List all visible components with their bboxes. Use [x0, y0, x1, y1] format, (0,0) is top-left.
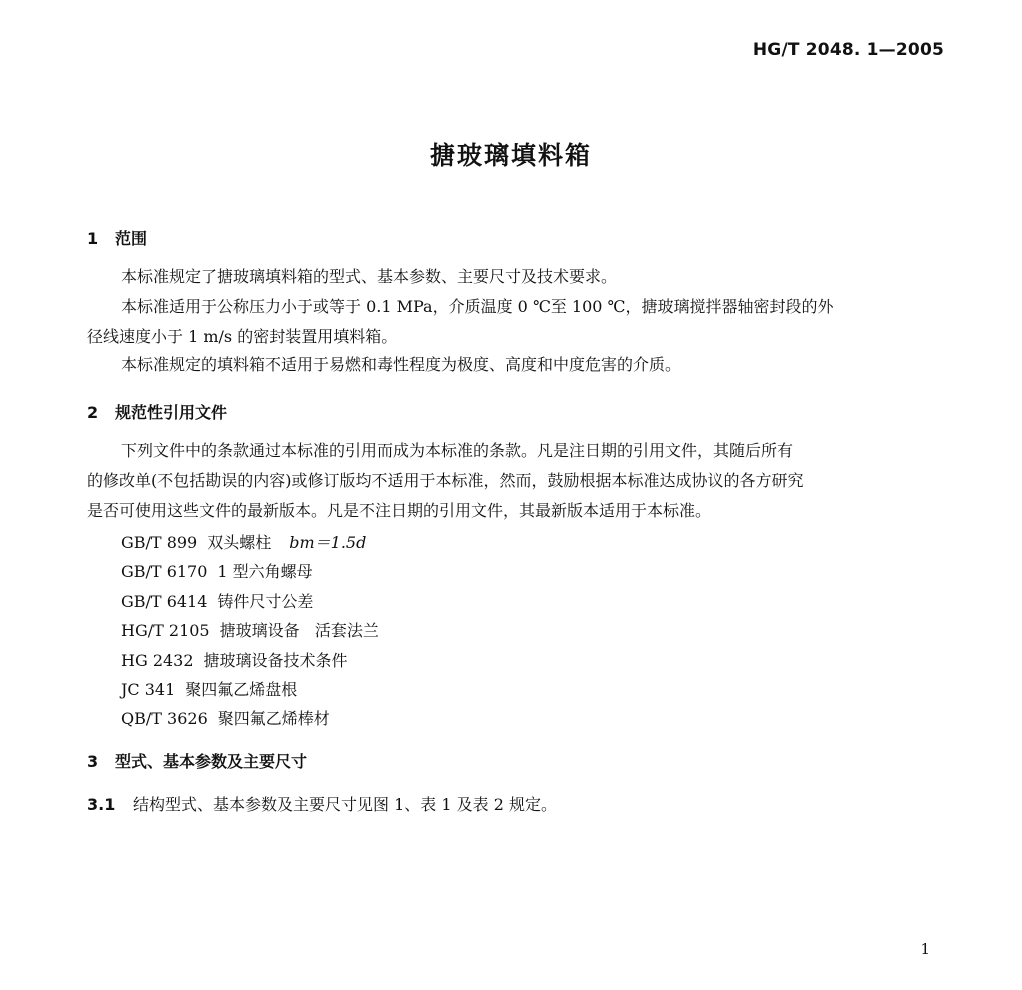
- section-heading-scope: [87, 226, 147, 249]
- reference-title: 搪玻璃设备 活套法兰: [219, 621, 379, 640]
- section-title: 规范性引用文件: [115, 403, 228, 422]
- reference-title: 铸件尺寸公差: [217, 592, 314, 611]
- reference-code: GB/T 6414: [121, 592, 208, 611]
- reference-code: GB/T 899: [121, 533, 198, 552]
- reference-item: [121, 530, 366, 553]
- section-number: 1: [87, 229, 99, 248]
- reference-code: HG 2432: [121, 651, 194, 670]
- paragraph-continuation: 径线速度小于 1 m/s 的密封装置用填料箱。: [87, 327, 398, 346]
- section-title: 型式、基本参数及主要尺寸: [115, 752, 308, 771]
- section-title: 范围: [115, 229, 148, 248]
- paragraph: 下列文件中的条款通过本标准的引用而成为本标准的条款。凡是注日期的引用文件，其随后所有: [121, 441, 794, 460]
- reference-item: [121, 618, 379, 641]
- paragraph: 本标准适用于公称压力小于或等于 0.1 MPa，介质温度 0 ℃至 100 ℃，搪玻璃搅拌器轴密封段的外: [121, 297, 834, 316]
- clause: [87, 792, 557, 815]
- reference-item: [121, 589, 313, 612]
- reference-code: HG/T 2105: [121, 621, 210, 640]
- section-heading-normative-references: [87, 400, 227, 423]
- paragraph-continuation: 是否可使用这些文件的最新版本。凡是不注日期的引用文件，其最新版本适用于本标准。: [87, 501, 712, 520]
- page-number: 1: [920, 940, 930, 958]
- section-number: 2: [87, 403, 99, 422]
- reference-title: 双头螺柱: [207, 533, 272, 552]
- clause-number: 3.1: [87, 795, 116, 814]
- reference-code: QB/T 3626: [121, 709, 208, 728]
- section-number: 3: [87, 752, 99, 771]
- reference-item: [121, 706, 330, 729]
- reference-title: 搪玻璃设备技术条件: [203, 651, 348, 670]
- reference-title: 聚四氟乙烯盘根: [185, 680, 298, 699]
- paragraph-continuation: 的修改单(不包括勘误的内容)或修订版均不适用于本标准，然而，鼓励根据本标准达成协议的各方研究: [87, 471, 804, 490]
- reference-item: [121, 677, 297, 700]
- paragraph: 本标准规定了搪玻璃填料箱的型式、基本参数、主要尺寸及技术要求。: [121, 267, 618, 286]
- reference-title: 聚四氟乙烯棒材: [217, 709, 330, 728]
- reference-code: JC 341: [121, 680, 176, 699]
- document-title: 搪玻璃填料箱: [429, 141, 592, 170]
- reference-item: [121, 648, 348, 671]
- reference-code: GB/T 6170: [121, 562, 208, 581]
- reference-formula: bm＝1.5d: [289, 533, 367, 552]
- paragraph: 本标准规定的填料箱不适用于易燃和毒性程度为极度、高度和中度危害的介质。: [121, 355, 682, 374]
- section-heading-types-parameters: [87, 749, 307, 772]
- reference-item: [121, 559, 313, 582]
- standard-number: HG/T 2048. 1—2005: [752, 40, 944, 60]
- reference-title: 1 型六角螺母: [217, 562, 313, 581]
- clause-text: 结构型式、基本参数及主要尺寸见图 1、表 1 及表 2 规定。: [133, 795, 557, 814]
